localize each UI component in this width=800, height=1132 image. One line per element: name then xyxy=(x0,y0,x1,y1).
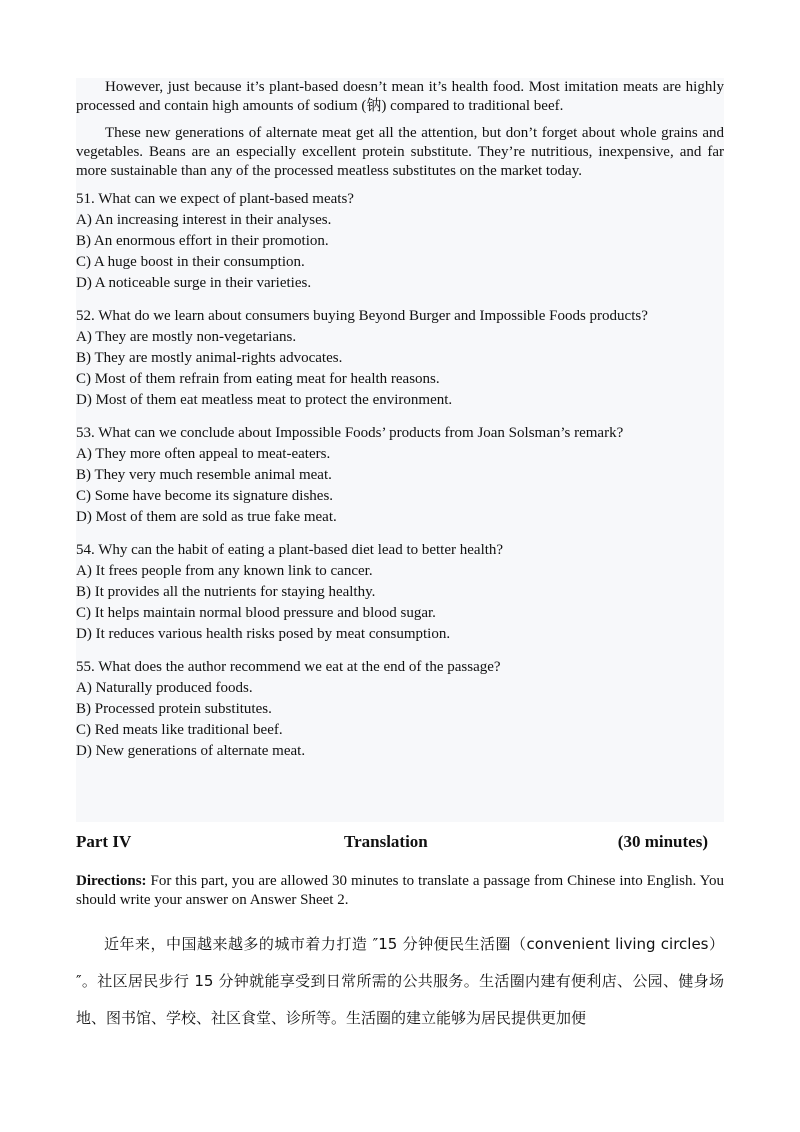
directions-text xyxy=(76,872,724,910)
option-b: B) They are mostly animal-rights advocates. xyxy=(76,350,343,366)
question-stem: 53. What can we conclude about Impossible Foods’ products from Joan Solsman’s remark? xyxy=(76,425,624,441)
question-stem: 55. What does the author recommend we eat at the end of the passage? xyxy=(76,659,501,675)
option-d: D) A noticeable surge in their varieties. xyxy=(76,275,312,291)
option-c: C) Red meats like traditional beef. xyxy=(76,722,283,738)
option-b: B) They very much resemble animal meat. xyxy=(76,467,332,483)
question-stem: 51. What can we expect of plant-based meats? xyxy=(76,191,354,207)
directions-body: For this part, you are allowed 30 minutes to translate a passage from Chinese into English. You should write your answer on Answer Sheet 2. xyxy=(76,873,724,908)
question-53 xyxy=(76,423,724,528)
question-52 xyxy=(76,306,724,411)
reading-section xyxy=(76,78,724,762)
option-c: C) Some have become its signature dishes. xyxy=(76,488,334,504)
option-d: D) Most of them eat meatless meat to protect the environment. xyxy=(76,392,453,408)
option-d: D) It reduces various health risks posed by meat consumption. xyxy=(76,626,451,642)
passage-paragraph: However, just because it’s plant-based doesn’t mean it’s health food. Most imitation meats are highly processed and contain high amounts of sodium (钠) compared to traditional beef. xyxy=(76,79,724,114)
option-a: A) They more often appeal to meat-eaters. xyxy=(76,446,331,462)
option-d: D) Most of them are sold as true fake meat. xyxy=(76,509,337,525)
question-55 xyxy=(76,657,724,762)
question-54 xyxy=(76,540,724,645)
option-b: B) An enormous effort in their promotion. xyxy=(76,233,329,249)
part-header xyxy=(76,832,708,856)
option-c: C) Most of them refrain from eating meat for health reasons. xyxy=(76,371,440,387)
option-b: B) It provides all the nutrients for staying healthy. xyxy=(76,584,376,600)
option-a: A) An increasing interest in their analyses. xyxy=(76,212,332,228)
part-time-limit: (30 minutes) xyxy=(617,832,708,851)
option-a: A) They are mostly non-vegetarians. xyxy=(76,329,297,345)
passage-paragraph: These new generations of alternate meat get all the attention, but don’t forget about whole grains and vegetables. Beans are an especially excellent protein substitute. They’re nutritious, inexpensive, and far more sustainable than any of the processed meatless substitutes on the market today. xyxy=(76,125,724,179)
question-51 xyxy=(76,189,724,294)
option-d: D) New generations of alternate meat. xyxy=(76,743,306,759)
option-c: C) A huge boost in their consumption. xyxy=(76,254,305,270)
option-c: C) It helps maintain normal blood pressure and blood sugar. xyxy=(76,605,436,621)
part-label: Part IV xyxy=(76,832,132,851)
option-b: B) Processed protein substitutes. xyxy=(76,701,272,717)
option-a: A) Naturally produced foods. xyxy=(76,680,253,696)
option-a: A) It frees people from any known link to cancer. xyxy=(76,563,373,579)
part-title: Translation xyxy=(344,832,428,851)
directions-label: Directions: xyxy=(76,873,147,889)
question-stem: 54. Why can the habit of eating a plant-based diet lead to better health? xyxy=(76,542,504,558)
question-stem: 52. What do we learn about consumers buying Beyond Burger and Impossible Foods products? xyxy=(76,308,648,324)
translation-passage: 近年来，中国越来越多的城市着力打造 ″15 分钟便民生活圈（convenient living circles）″。社区居民步行 15 分钟就能享受到日常所需的公共服务。生活圈内建有便利店、公园、健身场地、图书馆、学校、社区食堂、诊所等。生活圈的建立能够为居民提供更加便 xyxy=(76,935,724,1027)
